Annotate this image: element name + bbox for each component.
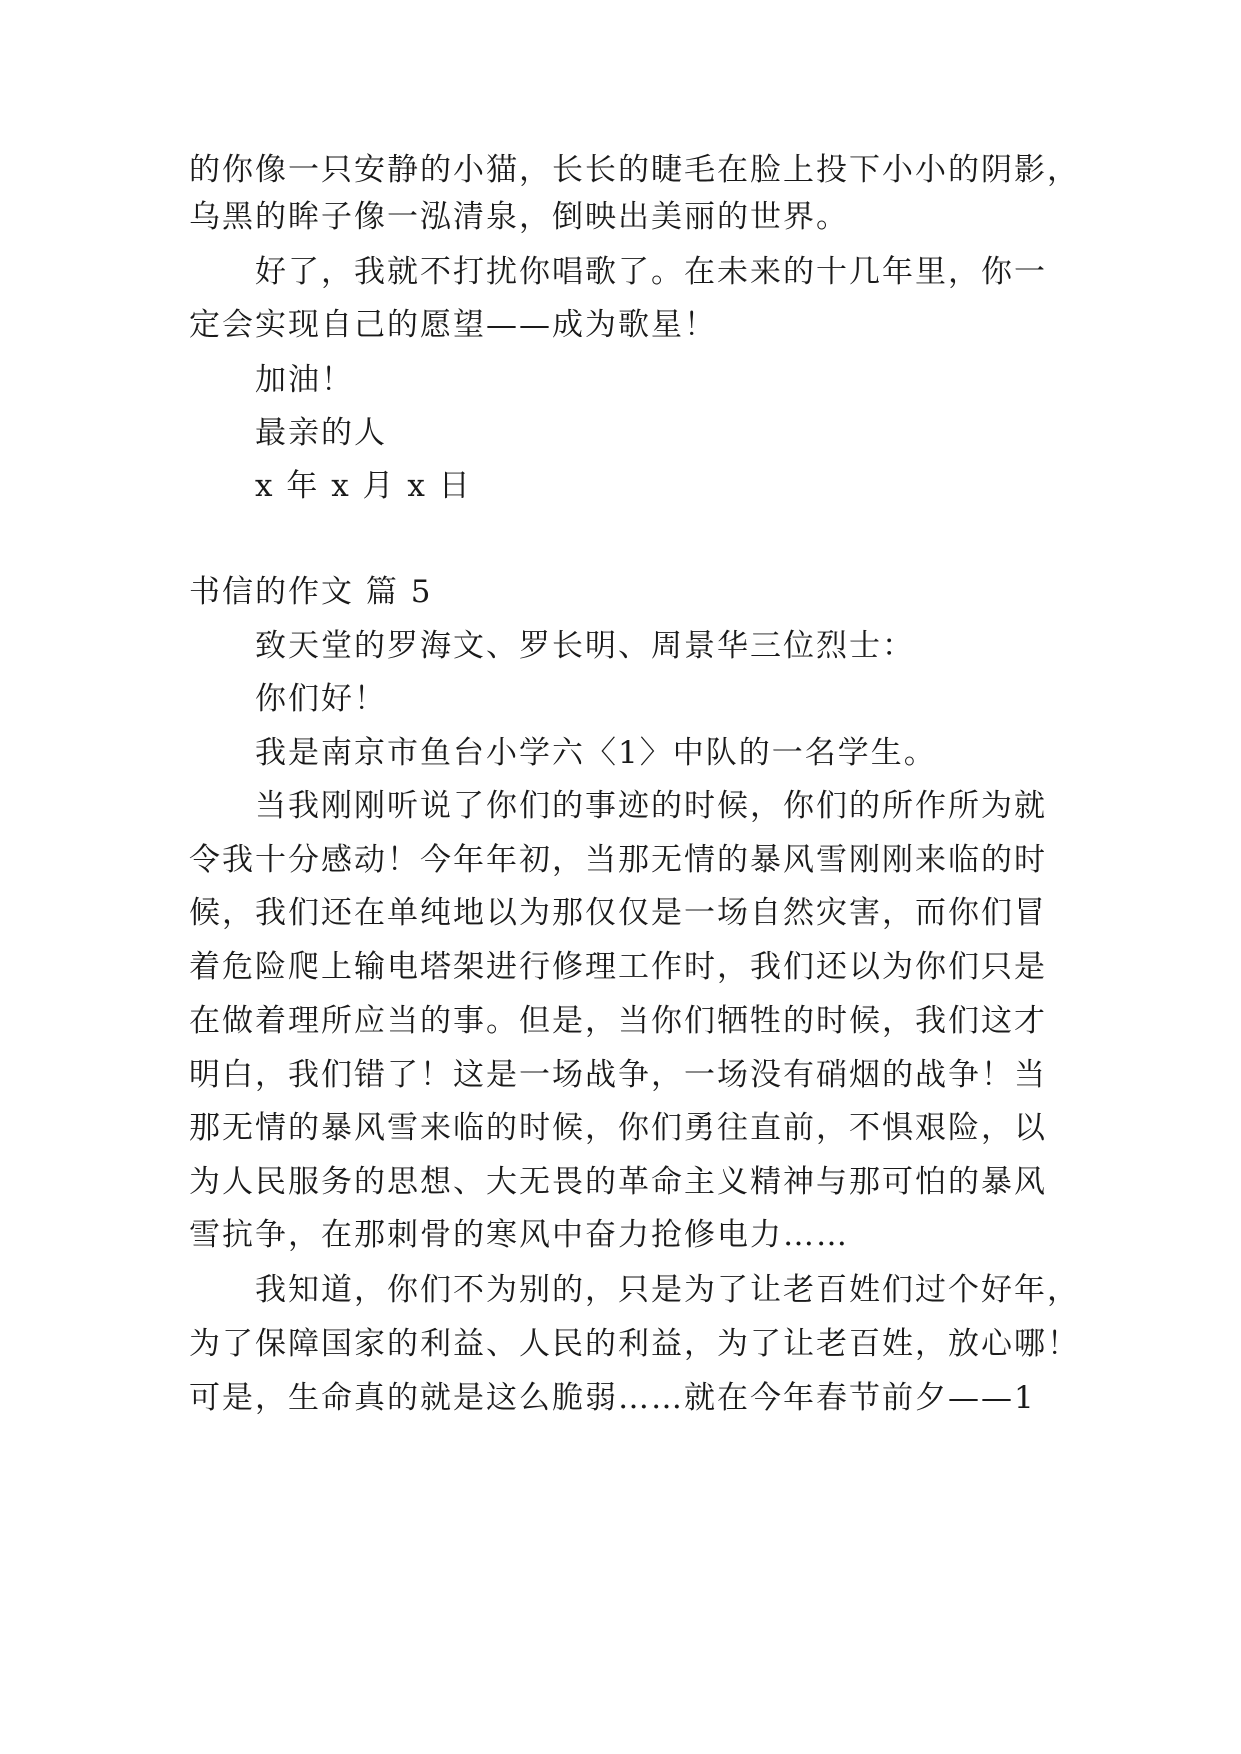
paragraph-line: 我知道，你们不为别的，只是为了让老百姓们过个好年， (255, 1272, 1080, 1308)
date-line: x 年 x 月 x 日 (255, 468, 472, 504)
paragraph-line: 那无情的暴风雪来临的时候，你们勇往直前，不惧艰险，以 (189, 1110, 1047, 1146)
paragraph-line: 在做着理所应当的事。但是，当你们牺牲的时候，我们这才 (189, 1003, 1047, 1039)
paragraph-line: 好了，我就不打扰你唱歌了。在未来的十几年里，你一 (255, 254, 1047, 290)
paragraph-line: 定会实现自己的愿望——成为歌星！ (189, 307, 717, 343)
paragraph-line: 当我刚刚听说了你们的事迹的时候，你们的所作所为就 (255, 788, 1047, 824)
greeting-line: 你们好！ (255, 681, 387, 717)
paragraph-line: 的你像一只安静的小猫，长长的睫毛在脸上投下小小的阴影， (189, 152, 1080, 188)
paragraph-line: 为了保障国家的利益、人民的利益，为了让老百姓，放心哪！ (189, 1326, 1080, 1362)
paragraph-line: 着危险爬上输电塔架进行修理工作时，我们还以为你们只是 (189, 949, 1047, 985)
paragraph-line: 乌黑的眸子像一泓清泉，倒映出美丽的世界。 (189, 199, 849, 235)
section-heading: 书信的作文 篇 5 (189, 574, 433, 610)
paragraph-line: 我是南京市鱼台小学六〈1〉中队的一名学生。 (255, 735, 937, 771)
paragraph-line: 为人民服务的思想、大无畏的革命主义精神与那可怕的暴风 (189, 1164, 1047, 1200)
salutation-line: 致天堂的罗海文、罗长明、周景华三位烈士： (255, 628, 915, 664)
paragraph-line: 可是，生命真的就是这么脆弱……就在今年春节前夕——1 (189, 1380, 1036, 1416)
signature-line: 最亲的人 (255, 415, 387, 451)
paragraph-line: 雪抗争，在那刺骨的寒风中奋力抢修电力…… (189, 1217, 849, 1253)
paragraph-line: 令我十分感动！今年年初，当那无情的暴风雪刚刚来临的时 (189, 842, 1047, 878)
paragraph-line: 明白，我们错了！这是一场战争，一场没有硝烟的战争！当 (189, 1057, 1047, 1093)
closing-line: 加油！ (255, 362, 354, 398)
paragraph-line: 候，我们还在单纯地以为那仅仅是一场自然灾害，而你们冒 (189, 895, 1047, 931)
